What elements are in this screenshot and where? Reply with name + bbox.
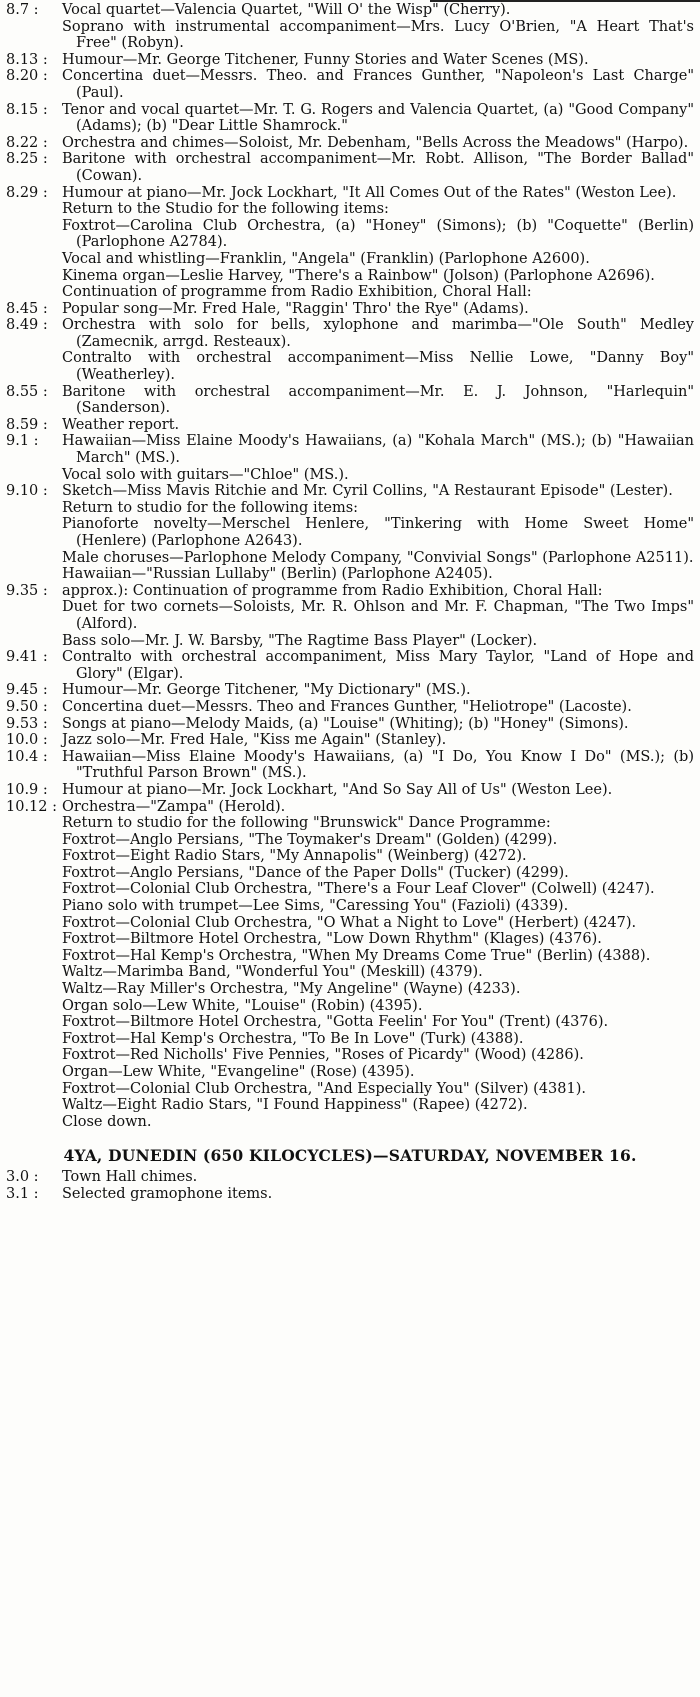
- entry-time: 9.10 :: [6, 483, 48, 500]
- entry-subline: Foxtrot—Carolina Club Orchestra, (a) "Honey" (Simons); (b) "Coquette" (Berlin) (Parlophone A2784).: [62, 217, 694, 251]
- entry-subline: Organ—Lew White, "Evangeline" (Rose) (4395).: [62, 1064, 415, 1080]
- entry-text: Popular song—Mr. Fred Hale, "Raggin' Thro' the Rye" (Adams).: [62, 300, 529, 317]
- program-entry: [0, 699, 700, 716]
- entry-subline: Organ solo—Lew White, "Louise" (Robin) (4395).: [62, 997, 423, 1014]
- entry-time: 9.1 :: [6, 433, 39, 450]
- entry-text: Sketch—Miss Mavis Ritchie and Mr. Cyril Collins, "A Restaurant Episode" (Lester).: [62, 483, 673, 500]
- program-entry: [0, 649, 700, 682]
- entry-text: Humour at piano—Mr. Jock Lockhart, "And So Say All of Us" (Weston Lee).: [62, 781, 613, 798]
- entry-time: 9.45 :: [6, 682, 48, 699]
- program-entry: [0, 52, 700, 69]
- entry-time: 8.25 :: [6, 151, 48, 168]
- program-entry: [0, 102, 700, 135]
- entry-time: 8.15 :: [6, 101, 48, 118]
- entry-time: 8.55 :: [6, 383, 48, 400]
- program-entry: [0, 417, 700, 434]
- entry-subline: Waltz—Ray Miller's Orchestra, "My Angeline" (Wayne) (4233).: [62, 981, 521, 998]
- entry-subline: Foxtrot—Hal Kemp's Orchestra, "When My Dreams Come True" (Berlin) (4388).: [62, 947, 651, 964]
- entry-subline: Foxtrot—Eight Radio Stars, "My Annapolis" (Weinberg) (4272).: [62, 848, 527, 865]
- program-entry: [0, 384, 700, 417]
- entry-subline: Vocal and whistling—Franklin, "Angela" (Franklin) (Parlophone A2600).: [62, 250, 590, 267]
- program-entry: [0, 716, 700, 733]
- program-entry: [0, 317, 700, 383]
- entry-text: Hawaiian—Miss Elaine Moody's Hawaiians, (a) "I Do, You Know I Do" (MS.); (b) "Truthful Parson Brown" (MS.).: [62, 748, 694, 782]
- entry-subline: Waltz—Eight Radio Stars, "I Found Happiness" (Rapee) (4272).: [62, 1097, 528, 1114]
- entry-time: 9.41 :: [6, 649, 48, 666]
- entry-time: 8.45 :: [6, 300, 48, 317]
- entry-text: Weather report.: [62, 416, 180, 433]
- entry-text: Selected gramophone items.: [62, 1185, 273, 1202]
- entry-subline: Hawaiian—"Russian Lullaby" (Berlin) (Parlophone A2405).: [62, 566, 493, 583]
- entry-text: Humour—Mr. George Titchener, Funny Stories and Water Scenes (MS).: [62, 51, 589, 68]
- entry-text: Hawaiian—Miss Elaine Moody's Hawaiians, (a) "Kohala March" (MS.); (b) "Hawaiian March" (MS.).: [62, 433, 694, 467]
- program-entry: [0, 732, 700, 749]
- entry-subline: Foxtrot—Biltmore Hotel Orchestra, "Low Down Rhythm" (Klages) (4376).: [62, 931, 602, 948]
- program-entry: [0, 483, 700, 583]
- entry-text: Baritone with orchestral accompaniment—Mr. Robt. Allison, "The Border Ballad" (Cowan).: [62, 151, 694, 184]
- entry-subline: Foxtrot—Colonial Club Orchestra, "And Especially You" (Silver) (4381).: [62, 1080, 586, 1097]
- entry-subline: Vocal solo with guitars—"Chloe" (MS.).: [62, 466, 349, 483]
- entry-text: Baritone with orchestral accompaniment—Mr. E. J. Johnson, "Harlequin" (Sanderson).: [62, 383, 694, 417]
- program-entry: [0, 749, 700, 782]
- entry-time: 8.22 :: [6, 134, 48, 151]
- entry-time: 9.53 :: [6, 715, 48, 732]
- entry-subline: Foxtrot—Colonial Club Orchestra, "There's a Four Leaf Clover" (Colwell) (4247).: [62, 881, 655, 898]
- entry-subline: Foxtrot—Hal Kemp's Orchestra, "To Be In Love" (Turk) (4388).: [62, 1030, 524, 1047]
- entry-subline: Piano solo with trumpet—Lee Sims, "Caressing You" (Fazioli) (4339).: [62, 898, 569, 915]
- program-entry: [0, 185, 700, 301]
- entry-subline: Continuation of programme from Radio Exhibition, Choral Hall:: [62, 284, 532, 301]
- entry-time: 8.49 :: [6, 317, 48, 334]
- entry-text: Contralto with orchestral accompaniment, Miss Mary Taylor, "Land of Hope and Glory" (Elgar).: [62, 649, 694, 682]
- entry-text: Vocal quartet—Valencia Quartet, "Will O' the Wisp" (Cherry).: [62, 2, 511, 18]
- entry-subline: Foxtrot—Colonial Club Orchestra, "O What a Night to Love" (Herbert) (4247).: [62, 914, 637, 931]
- entry-subline: Foxtrot—Red Nicholls' Five Pennies, "Roses of Picardy" (Wood) (4286).: [62, 1047, 584, 1064]
- entry-time: 9.50 :: [6, 698, 48, 715]
- entry-subline: Return to the Studio for the following items:: [62, 201, 389, 218]
- entry-text: Tenor and vocal quartet—Mr. T. G. Rogers and Valencia Quartet, (a) "Good Company" (Adams); (b) "Dear Little Shamrock.": [62, 101, 694, 135]
- entry-subline: Return to studio for the following "Brunswick" Dance Programme:: [62, 815, 551, 832]
- program-entry: [0, 135, 700, 152]
- entry-subline: Return to studio for the following items:: [62, 499, 359, 516]
- entry-text: Humour at piano—Mr. Jock Lockhart, "It All Comes Out of the Rates" (Weston Lee).: [62, 184, 677, 201]
- entry-text: Humour—Mr. George Titchener, "My Dictionary" (MS.).: [62, 682, 471, 699]
- entry-subline: Foxtrot—Biltmore Hotel Orchestra, "Gotta Feelin' For You" (Trent) (4376).: [62, 1014, 609, 1031]
- program-entry: [0, 1169, 700, 1186]
- program-entry: [0, 583, 700, 649]
- entry-time: 10.12 :: [6, 798, 58, 815]
- entry-subline: Bass solo—Mr. J. W. Barsby, "The Ragtime Bass Player" (Locker).: [62, 632, 538, 649]
- entry-subline: Male choruses—Parlophone Melody Company, "Convivial Songs" (Parlophone A2511).: [62, 549, 694, 566]
- entry-time: 10.9 :: [6, 781, 48, 798]
- program-entry: [0, 682, 700, 699]
- entry-time: 8.7 :: [6, 2, 39, 18]
- program-entry: [0, 782, 700, 799]
- entry-time: 8.20 :: [6, 68, 48, 85]
- entry-time: 10.4 :: [6, 748, 48, 765]
- entry-text: Town Hall chimes.: [62, 1168, 198, 1185]
- entry-time: 8.13 :: [6, 51, 48, 68]
- entry-subline: Soprano with instrumental accompaniment—Mrs. Lucy O'Brien, "A Heart That's Free" (Robyn).: [62, 18, 694, 52]
- entry-time: 10.0 :: [6, 732, 48, 749]
- entry-text: Orchestra—"Zampa" (Herold).: [62, 798, 286, 815]
- entry-subline: Contralto with orchestral accompaniment—Miss Nellie Lowe, "Danny Boy" (Weatherley).: [62, 350, 694, 384]
- entry-text: Jazz solo—Mr. Fred Hale, "Kiss me Again" (Stanley).: [62, 732, 447, 749]
- station-heading: 4YA, DUNEDIN (650 KILOCYCLES)—SATURDAY, NOVEMBER 16.: [63, 1146, 637, 1166]
- entry-subline: Foxtrot—Anglo Persians, "The Toymaker's Dream" (Golden) (4299).: [62, 831, 558, 848]
- entry-time: 9.35 :: [6, 582, 48, 599]
- program-entry: [0, 301, 700, 318]
- entry-text: approx.): Continuation of programme from Radio Exhibition, Choral Hall:: [62, 582, 603, 599]
- entry-text: Songs at piano—Melody Maids, (a) "Louise" (Whiting); (b) "Honey" (Simons).: [62, 715, 629, 732]
- program-entry: [0, 2, 700, 52]
- program-entry: [0, 151, 700, 184]
- entry-subline: Pianoforte novelty—Merschel Henlere, "Tinkering with Home Sweet Home" (Henlere) (Parlophone A2643).: [62, 516, 694, 549]
- program-listing: [0, 2, 700, 1202]
- entry-text: Orchestra with solo for bells, xylophone and marimba—"Ole South" Medley (Zamecnik, arrgd. Resteaux).: [62, 317, 694, 350]
- entry-time: 8.59 :: [6, 416, 48, 433]
- entry-text: Concertina duet—Messrs. Theo and Frances Gunther, "Heliotrope" (Lacoste).: [62, 698, 632, 715]
- program-entry: [0, 799, 700, 1131]
- entry-time: 3.0 :: [6, 1168, 39, 1185]
- entry-subline: Kinema organ—Leslie Harvey, "There's a Rainbow" (Jolson) (Parlophone A2696).: [62, 267, 655, 284]
- entry-subline: Waltz—Marimba Band, "Wonderful You" (Meskill) (4379).: [62, 964, 483, 981]
- program-entry: [0, 1186, 700, 1203]
- entry-text: Orchestra and chimes—Soloist, Mr. Debenham, "Bells Across the Meadows" (Harpo).: [62, 134, 689, 151]
- entry-subline: Foxtrot—Anglo Persians, "Dance of the Paper Dolls" (Tucker) (4299).: [62, 864, 569, 881]
- entry-subline: Duet for two cornets—Soloists, Mr. R. Ohlson and Mr. F. Chapman, "The Two Imps" (Alford).: [62, 599, 694, 632]
- program-entry: [0, 433, 700, 483]
- entry-subline: Close down.: [62, 1113, 152, 1130]
- program-entry: [0, 68, 700, 101]
- entry-time: 3.1 :: [6, 1185, 39, 1202]
- entry-time: 8.29 :: [6, 184, 48, 201]
- entry-text: Concertina duet—Messrs. Theo. and Frances Gunther, "Napoleon's Last Charge" (Paul).: [62, 68, 694, 101]
